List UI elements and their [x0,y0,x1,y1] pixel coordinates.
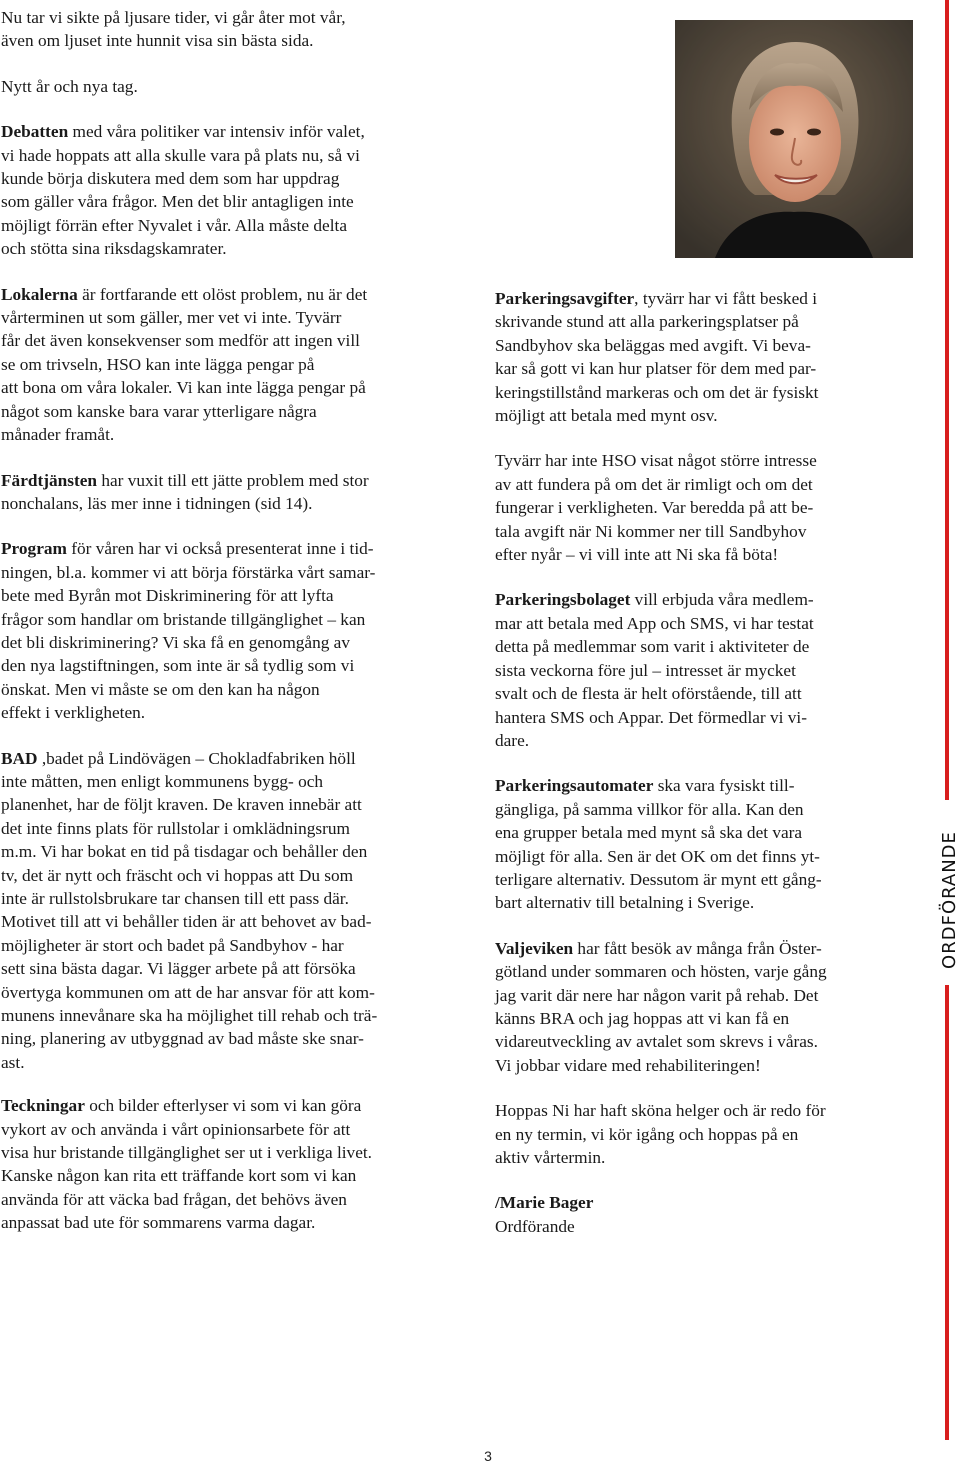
intro-paragraph: Nu tar vi sikte på ljusare tider, vi går åter mot vår, även om ljuset inte hunnit visa sin bästa sida. [1,8,346,51]
signature-name: /Marie Bager [495,1193,594,1213]
hso-interest-paragraph: Tyvärr har inte HSO visat något större intresse av att fundera på om det är rimligt och om det fungerar i verkligheten. Var beredda på att be- tala avgift när Ni kommer ner till Sandbyhov efter nyår – vi vill inte att Ni ska få böta! [495,451,817,565]
signature [495,1191,915,1238]
program-paragraph: Program för våren har vi också presenterat inne i tid- ningen, bl.a. kommer vi att börja förstärka vårt samar- bete med Byrån mot Diskriminering för att lyfta frågor som handlar om bristande tillgänglighet – kan det bli diskriminering? Vi ska få en genomgång av den nya lagstiftningen, som inte är så tydlig som vi önskat. Men vi måste se om den kan ha någon effekt i verkligheten. [1,539,376,723]
closing-paragraph: Hoppas Ni har haft sköna helger och är redo för en ny termin, vi kör igång och hoppas på en aktiv vårtermin. [495,1101,826,1167]
parking-machines-paragraph: Parkeringsautomater ska vara fysiskt till- gängliga, på samma villkor för alla. Kan den ena grupper betala med mynt så ska det vara möjligt för alla. Sen är det OK om det finns yt- terligare alternativ. Dessutom är mynt ett gång- bart alternativ till betalning i Sverige. [495,776,822,913]
bath-paragraph: BAD ,badet på Lindövägen – Chokladfabriken höll inte måtten, men enligt kommunens bygg- och planenhet, har de följt kraven. De kraven innebär att det inte finns plats för rullstolar i omklädningsrum m.m. Vi har bokat en tid på tisdagar och behåller den tv, det är nytt och fräscht och vi hoppas att Du som inte är rullstolsbrukare tar chansen till ett pass där. Motivet till att vi behåller tiden är att behovet av bad- möjligheter är stort och badet på Sandbyhov - har sett sina bästa dagar. Vi lägger arbete på att försöka övertyga kommunen om att de har ansvar för att kom- munens innevånare ska ha möjlighet till rehab och trä- ning, planering av utbyggnad av bad måste ske snar- ast. [1,748,378,1072]
drawings-paragraph: Teckningar och bilder efterlyser vi som vi kan göra vykort av och använda i vårt opinionsarbete för att visa hur bristande tillgänglighet ser ut i verkliga livet. Kanske någon kan rita ett träffande kort som vi kan använda för att väcka bad frågan, det behövs även anpassat bad ute för sommarens varma dagar. [1,1096,372,1233]
left-column [1,6,471,1235]
right-column [495,287,915,1238]
signature-title: Ordförande [495,1216,575,1236]
valjeviken-paragraph: Valjeviken har fått besök av många från Öster- götland under sommaren och hösten, varje gång jag varit där nere har någon varit på rehab. Det känns BRA och jag hoppas att vi kan få en vidareutveckling av avtalet som skrevs i våras. Vi jobbar vidare med rehabiliteringen! [495,938,827,1075]
new-year-line: Nytt år och nya tag. [1,76,138,96]
section-label: ORDFÖRANDE [939,831,960,969]
page-number: 3 [484,1448,492,1464]
debate-paragraph: Debatten med våra politiker var intensiv inför valet, vi hade hoppats att alla skulle vara på plats nu, så vi kunde börja diskutera med dem som har uppdrag som gäller våra frågor. Men det blir antagligen inte möjligt förrän efter Nyvalet i vår. Alla måste delta och stötta sina riksdagskamrater. [1,122,365,259]
premises-paragraph: Lokalerna är fortfarande ett olöst problem, nu är det vårterminen ut som gäller, mer vet vi inte. Tyvärr får det även konsekvenser som medför att ingen vill se om trivseln, HSO kan inte lägga pengar på att bona om våra lokaler. Vi kan inte lägga pengar på något som kanske bara varar ytterligare några månader framåt. [1,284,368,445]
parking-fees-paragraph: Parkeringsavgifter, tyvärr har vi fått besked i skrivande stund att alla parkeringsplatser på Sandbyhov ska beläggas med avgift. Vi beva- kar så gott vi kan hur platser för dem med par- keringstillstånd markeras och om det är fysiskt möjligt att betala med mynt osv. [495,289,819,426]
red-margin-line [945,0,949,1440]
transport-paragraph: Färdtjänsten har vuxit till ett jätte problem med stor nonchalans, läs mer inne i tidningen (sid 14). [1,470,369,513]
portrait-photo [675,20,913,258]
parking-company-paragraph: Parkeringsbolaget vill erbjuda våra medlem- mar att betala med App och SMS, vi har testat detta på medlemmar som varit i aktiviteter de sista veckorna före jul – intresset är mycket svalt och de flesta är helt oförstående, till att hantera SMS och Appar. Det förmedlar vi vi- dare. [495,590,814,750]
portrait-image [675,20,913,258]
